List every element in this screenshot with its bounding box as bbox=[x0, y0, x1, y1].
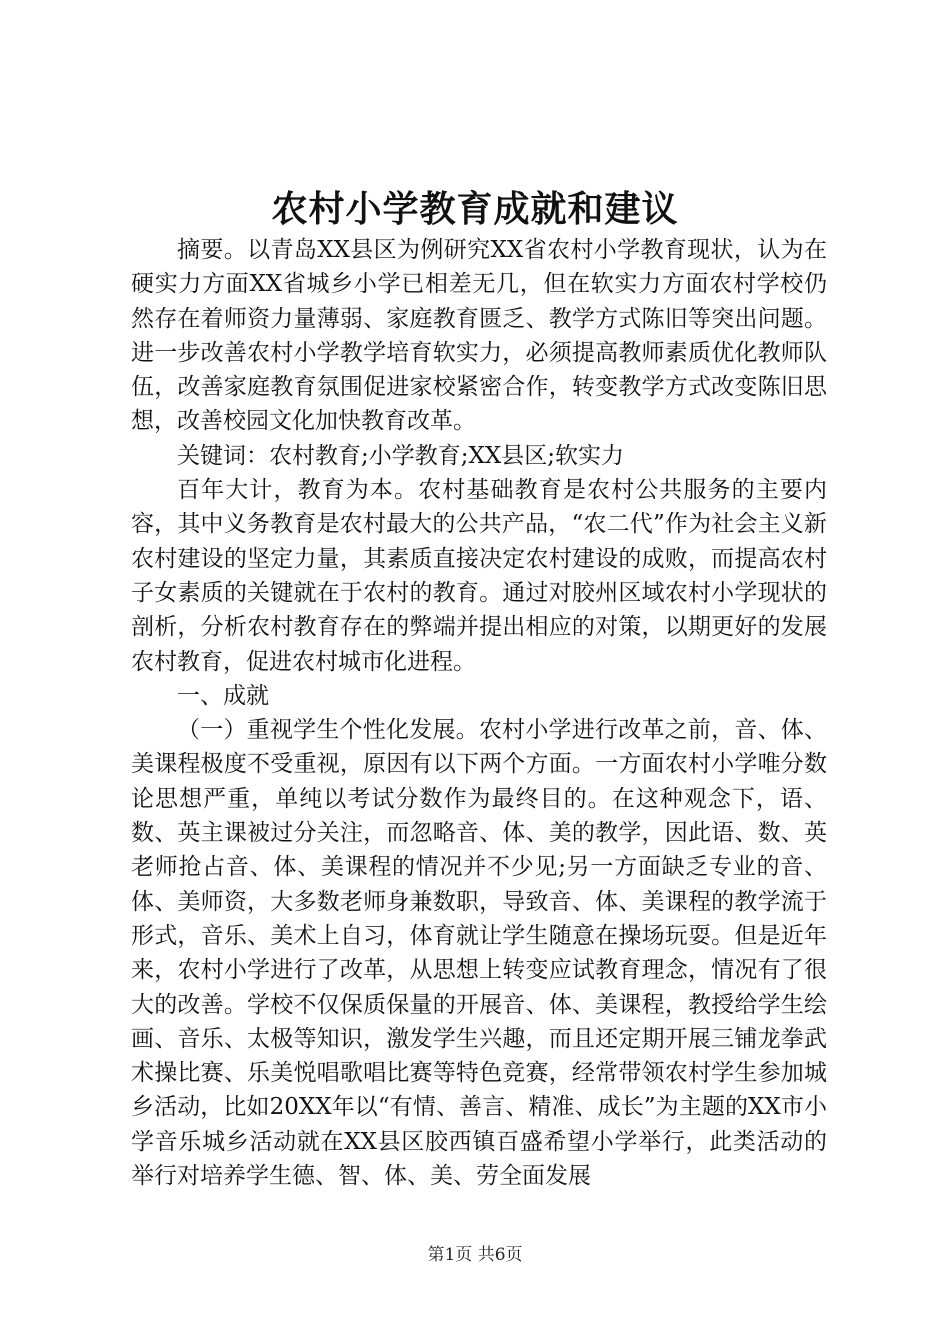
abstract-paragraph: 摘要。以青岛XX县区为例研究XX省农村小学教育现状，认为在硬实力方面XX省城乡小学已相差无几，但在软实力方面农村学校仍然存在着师资力量薄弱、家庭教育匮乏、教学方式陈旧等突出问题。进一步改善农村小学教学培育软实力，必须提高教师素质优化教师队伍，改善家庭教育氛围促进家校紧密合作，转变教学方式改变陈旧思想，改善校园文化加快教育改革。 bbox=[131, 237, 827, 435]
intro-paragraph: 百年大计，教育为本。农村基础教育是农村公共服务的主要内容，其中义务教育是农村最大的公共产品，“农二代”作为社会主义新农村建设的坚定力量，其素质直接决定农村建设的成败，而提高农村子女素质的关键就在于农村的教育。通过对胶州区域农村小学现状的剖析，分析农村教育存在的弊端并提出相应的对策，以期更好的发展农村教育，促进农村城市化进程。 bbox=[131, 477, 827, 675]
keywords-paragraph: 关键词：农村教育;小学教育;XX县区;软实力 bbox=[177, 442, 624, 469]
section-paragraph: （一）重视学生个性化发展。农村小学进行改革之前，音、体、美课程极度不受重视，原因有以下两个方面。一方面农村小学唯分数论思想严重，单纯以考试分数作为最终目的。在这种观念下，语、数、英主课被过分关注，而忽略音、体、美的教学，因此语、数、英老师抢占音、体、美课程的情况并不少见;另一方面缺乏专业的音、体、美师资，大多数老师身兼数职，导致音、体、美课程的教学流于形式，音乐、美术上自习，体育就让学生随意在操场玩耍。但是近年来，农村小学进行了改革，从思想上转变应试教育理念，情况有了很大的改善。学校不仅保质保量的开展音、体、美课程，教授给学生绘画、音乐、太极等知识，激发学生兴趣，而且还定期开展三铺龙拳武术操比赛、乐美悦唱歌唱比赛等特色竞赛，经常带领农村学生参加城乡活动，比如20XX年以“有情、善言、精准、成长”为主题的XX市小学音乐城乡活动就在XX县区胶西镇百盛希望小学举行，此类活动的举行对培养学生德、智、体、美、劳全面发展 bbox=[131, 717, 827, 1190]
page-footer: 第1页 共6页 bbox=[427, 1245, 523, 1265]
section-heading: 一、成就 bbox=[177, 682, 269, 709]
document-title: 农村小学教育成就和建议 bbox=[271, 188, 679, 230]
document-body bbox=[131, 233, 827, 1193]
